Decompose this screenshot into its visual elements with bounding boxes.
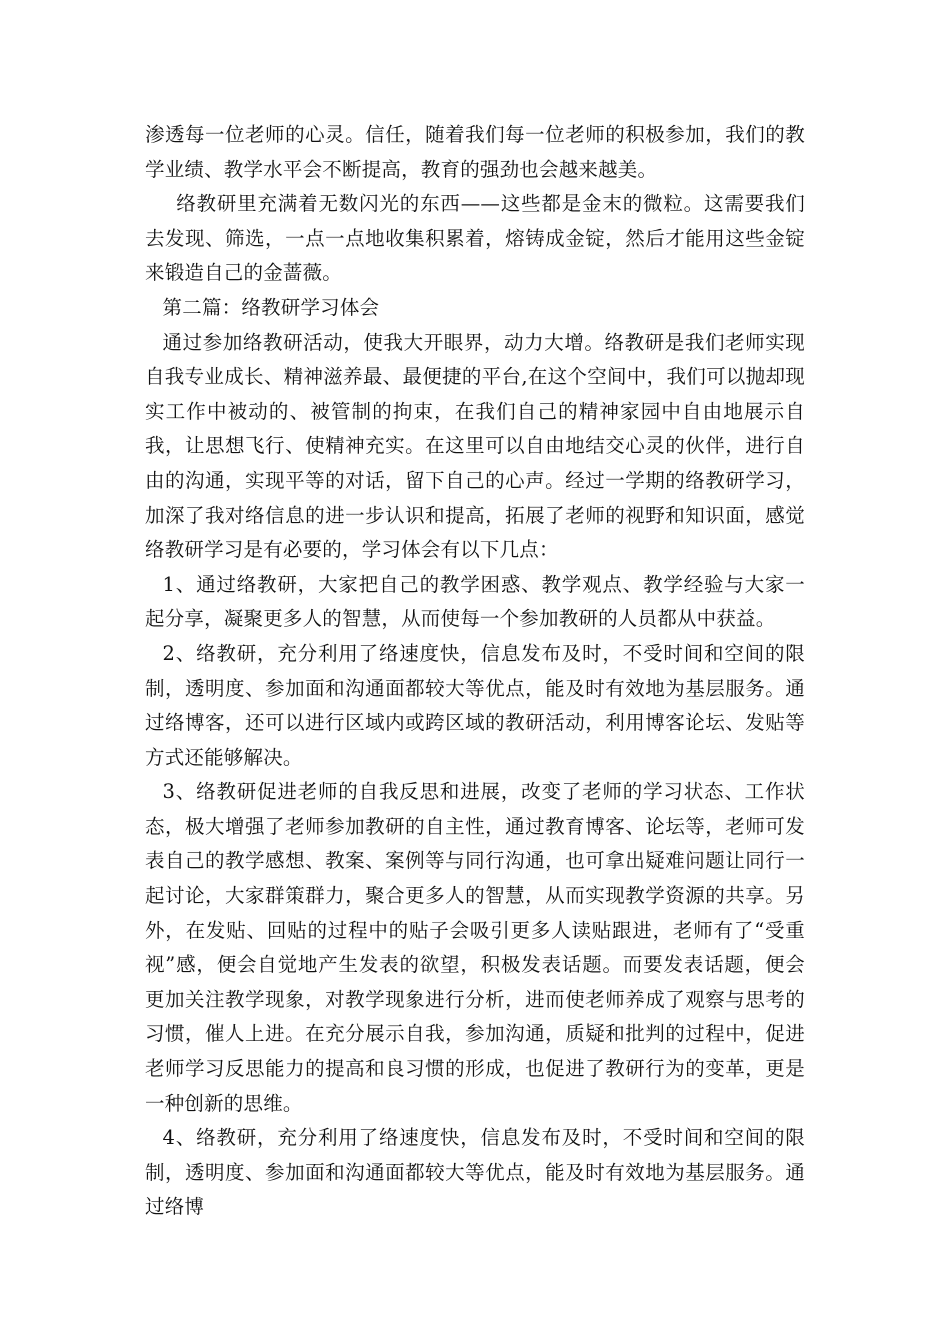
paragraph-3: 通过参加络教研活动，使我大开眼界，动力大增。络教研是我们老师实现自我专业成长、精神滋养最、最便捷的平台,在这个空间中，我们可以抛却现实工作中被动的、被管制的拘束，在我们自己的精神家园中自由地展示自我，让思想飞行、使精神充实。在这里可以自由地结交心灵的伙伴，进行自由的沟通，实现平等的对话，留下自己的心声。经过一学期的络教研学习，加深了我对络信息的进一步认识和提高，拓展了老师的视野和知识面，感觉络教研学习是有必要的，学习体会有以下几点： xyxy=(145,330,805,562)
paragraph-1: 渗透每一位老师的心灵。信任，随着我们每一位老师的积极参加，我们的教学业绩、教学水平会不断提高，教育的强劲也会越来越美。 xyxy=(145,123,805,181)
list-item-1: 1、通过络教研，大家把自己的教学困惑、教学观点、教学经验与大家一起分享，凝聚更多人的智慧，从而使每一个参加教研的人员都从中获益。 xyxy=(145,572,805,631)
list-item-2: 2、络教研，充分利用了络速度快，信息发布及时，不受时间和空间的限制，透明度、参加面和沟通面都较大等优点，能及时有效地为基层服务。通过络博客，还可以进行区域内或跨区域的教研活动，利用博客论坛、发贴等方式还能够解决。 xyxy=(145,641,805,769)
list-item-3: 3、络教研促进老师的自我反思和进展，改变了老师的学习状态、工作状态，极大增强了老师参加教研的自主性，通过教育博客、论坛等，老师可发表自己的教学感想、教案、案例等与同行沟通，也可拿出疑难问题让同行一起讨论，大家群策群力，聚合更多人的智慧，从而实现教学资源的共享。另外，在发贴、回贴的过程中的贴子会吸引更多人读贴跟进，老师有了“受重视”感，便会自觉地产生发表的欲望，积极发表话题。而要发表话题，便会更加关注教学现象，对教学现象进行分析，进而使老师养成了观察与思考的习惯，催人上进。在充分展示自我，参加沟通，质疑和批判的过程中，促进老师学习反思能力的提高和良习惯的形成，也促进了教研行为的变革，更是一种创新的思维。 xyxy=(145,780,805,1115)
list-item-4: 4、络教研，充分利用了络速度快，信息发布及时，不受时间和空间的限制，透明度、参加面和沟通面都较大等优点，能及时有效地为基层服务。通过络博 xyxy=(145,1126,805,1219)
paragraph-2: 络教研里充满着无数闪光的东西——这些都是金末的微粒。这需要我们去发现、筛选，一点一点地收集积累着，熔铸成金锭，然后才能用这些金锭来锻造自己的金蔷薇。 xyxy=(145,192,805,285)
document-body xyxy=(145,118,805,1225)
section-heading: 第二篇：络教研学习体会 xyxy=(162,295,380,319)
